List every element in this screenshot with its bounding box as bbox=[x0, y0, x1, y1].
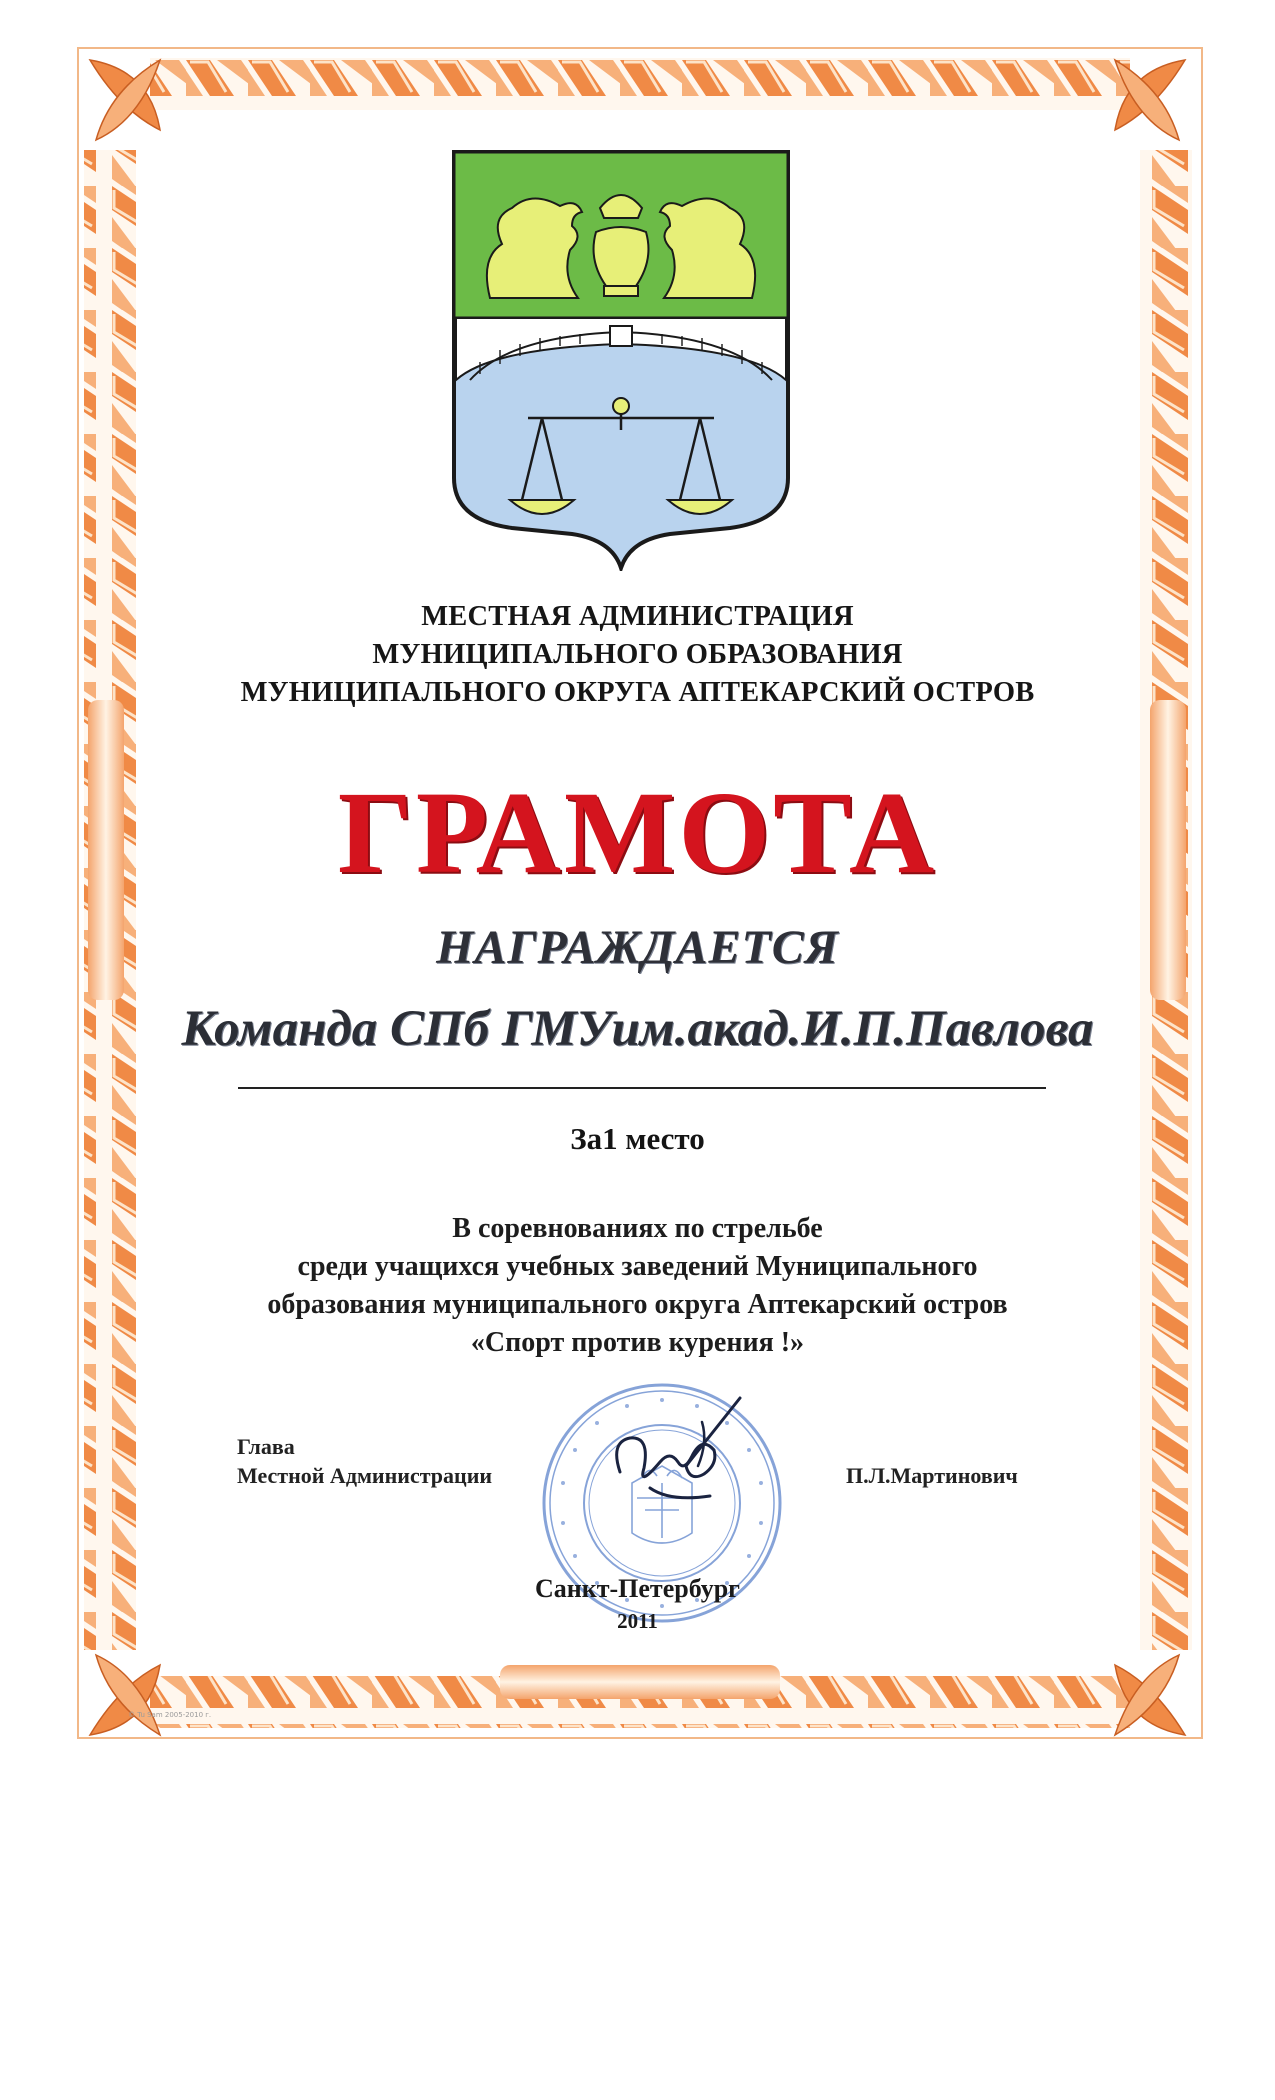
recipient-underline bbox=[238, 1087, 1046, 1089]
signatory-title-line-2: Местной Администрации bbox=[237, 1463, 493, 1488]
description-line-4: «Спорт против курения !» bbox=[470, 1327, 805, 1358]
description-line-3: образования муниципального округа Аптекарский остров bbox=[267, 1289, 1008, 1320]
awarded-label: НАГРАЖДАЕТСЯ bbox=[436, 921, 839, 974]
description-line-1: В соревнованиях по стрельбе bbox=[452, 1213, 823, 1244]
description-line-2: среди учащихся учебных заведений Муниципального bbox=[297, 1251, 978, 1282]
coat-of-arms-emblem bbox=[450, 148, 792, 571]
issuer-header bbox=[100, 598, 1175, 712]
issuer-line-1: МЕСТНАЯ АДМИНИСТРАЦИЯ bbox=[421, 601, 854, 632]
recipient-name: Команда СПб ГМУим.акад.И.П.Павлова bbox=[181, 1001, 1094, 1057]
issuer-line-3: МУНИЦИПАЛЬНОГО ОКРУГА АПТЕКАРСКИЙ ОСТРОВ bbox=[240, 677, 1035, 708]
signatory-title-line-1: Глава bbox=[237, 1434, 295, 1459]
print-mark: © Tu Sam 2005-2010 г. bbox=[128, 1711, 212, 1719]
issue-year: 2011 bbox=[617, 1609, 658, 1633]
issue-city: Санкт-Петербург bbox=[535, 1574, 740, 1603]
award-place: За1 место bbox=[570, 1121, 705, 1156]
competition-description bbox=[100, 1210, 1175, 1362]
signatory-name: П.Л.Мартинович bbox=[846, 1463, 1018, 1488]
certificate-title: ГРАМОТА bbox=[337, 767, 938, 898]
issuer-line-2: МУНИЦИПАЛЬНОГО ОБРАЗОВАНИЯ bbox=[372, 639, 903, 670]
signatory-title bbox=[237, 1432, 492, 1490]
handwritten-signature bbox=[590, 1392, 770, 1522]
